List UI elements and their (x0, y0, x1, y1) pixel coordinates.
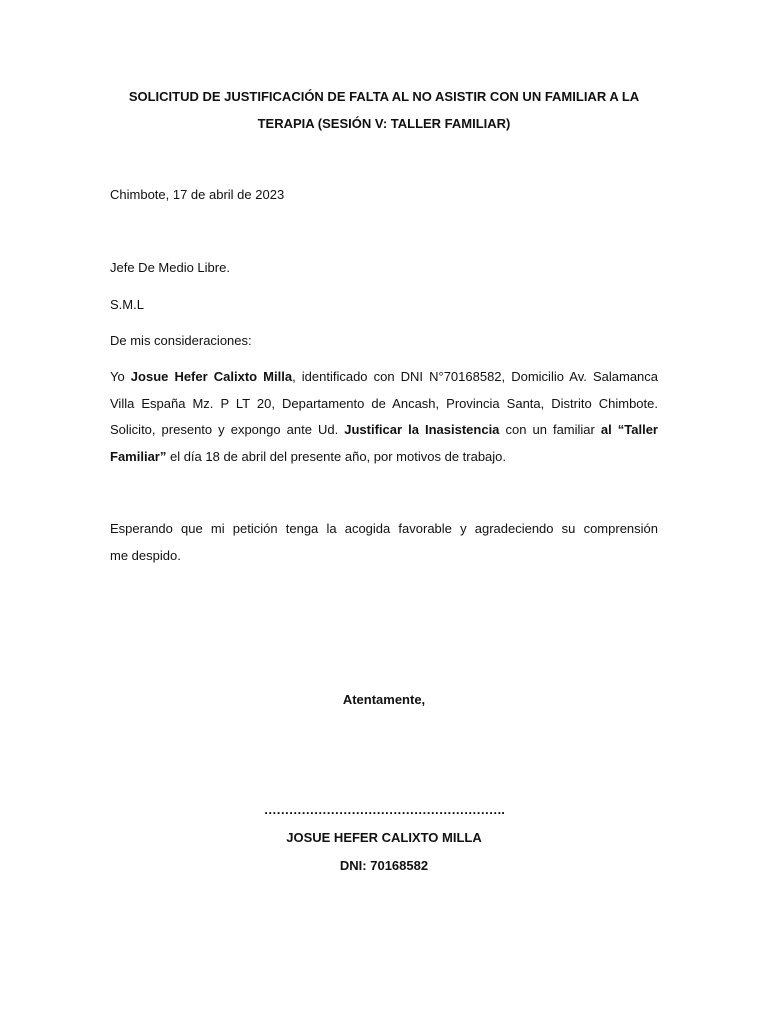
text-run: con un familiar (499, 422, 601, 437)
text-run: me despido. (110, 547, 181, 563)
signature-line: …………………………………………………. (263, 802, 505, 817)
paragraph-row (110, 364, 658, 391)
signatory-dni: DNI: 70168582 (339, 858, 429, 873)
signatory-name: JOSUE HEFER CALIXTO MILLA (286, 830, 482, 845)
request-subject: Justificar la Inasistencia (344, 422, 500, 437)
paragraph-row (110, 417, 658, 444)
text-run: Yo (110, 369, 131, 384)
document-title-line-1: SOLICITUD DE JUSTIFICACIÓN DE FALTA AL NO ASISTIR CON UN FAMILIAR A LA (128, 89, 640, 104)
text-run: Villa España Mz. P LT 20, Departamento de Ancash, Provincia Santa, Distrito Chimbote. (110, 395, 658, 411)
recipient-abbreviation: S.M.L (110, 297, 144, 312)
request-paragraph (110, 364, 658, 470)
closing-paragraph (110, 516, 658, 569)
event-name-start: al “Taller (600, 422, 658, 437)
text-run: , identificado con DNI N°70168582, Domicilio Av. Salamanca (292, 369, 659, 384)
paragraph-row (110, 391, 658, 418)
closing-salutation: Atentamente, (342, 692, 426, 707)
paragraph-row (110, 543, 658, 570)
recipient: Jefe De Medio Libre. (110, 260, 230, 275)
text-run: el día 18 de abril del presente año, por motivos de trabajo. (166, 448, 507, 464)
text-run: Solicito, presento y expongo ante Ud. (110, 422, 345, 437)
text-run: Esperando que mi petición tenga la acogida favorable y agradeciendo su comprensión (110, 521, 658, 536)
place-date: Chimbote, 17 de abril de 2023 (110, 187, 285, 202)
greeting: De mis consideraciones: (110, 333, 252, 348)
paragraph-row (110, 444, 658, 471)
paragraph-row (110, 516, 658, 543)
applicant-name: Josue Hefer Calixto Milla (130, 369, 293, 384)
document-title-line-2: TERAPIA (SESIÓN V: TALLER FAMILIAR) (257, 116, 511, 131)
event-name-end: Familiar” (110, 448, 167, 464)
